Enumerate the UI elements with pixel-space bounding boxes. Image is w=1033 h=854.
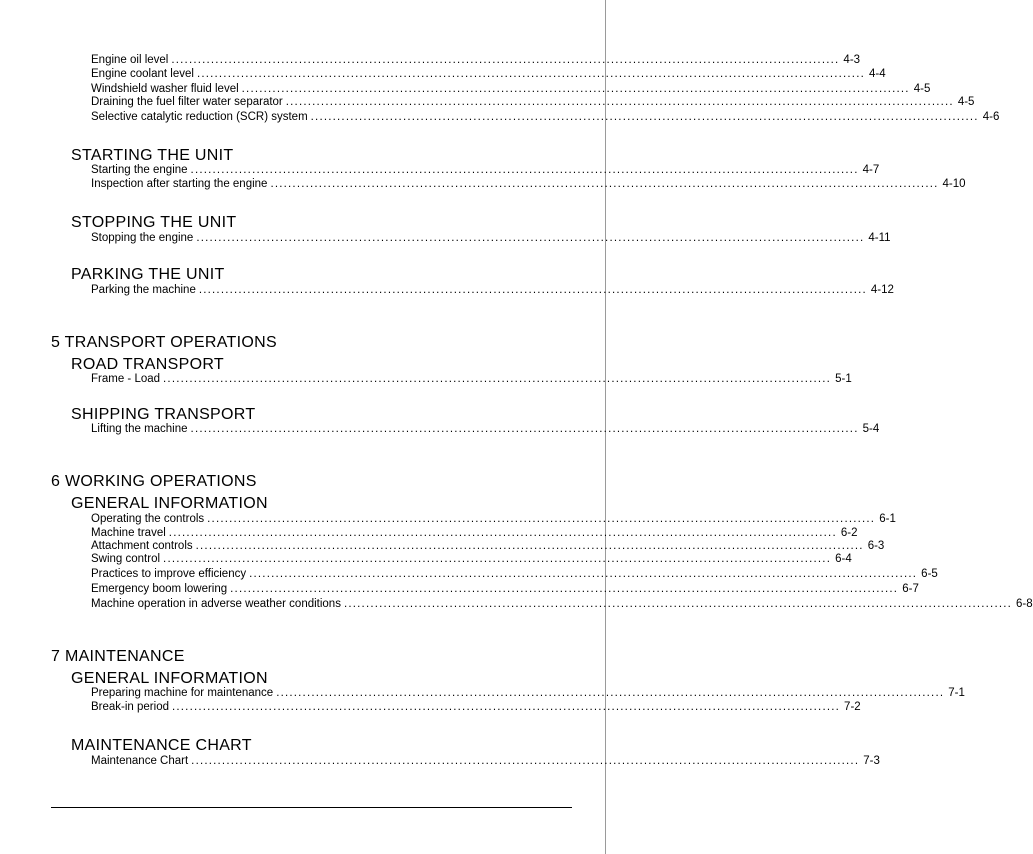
leader-dots: ........................................................................................................................................................ <box>195 540 864 552</box>
leader-dots: ........................................................................................................................................................ <box>171 54 840 66</box>
toc-entry[interactable] <box>91 552 852 566</box>
toc-entry[interactable] <box>91 283 894 297</box>
toc-entry-page: 4-10 <box>942 178 966 190</box>
toc-entry-label: Attachment controls <box>91 540 193 552</box>
toc-entry-page: 4-7 <box>862 164 880 176</box>
toc-entry-label: Inspection after starting the engine <box>91 178 268 190</box>
toc-entry-page: 6-8 <box>1016 598 1033 610</box>
section-heading-road[interactable]: ROAD TRANSPORT <box>71 356 224 373</box>
leader-dots: ........................................................................................................................................................ <box>163 373 832 385</box>
leader-dots: ........................................................................................................................................................ <box>241 83 910 95</box>
leader-dots: ........................................................................................................................................................ <box>270 178 939 190</box>
footer-rule <box>51 807 572 808</box>
toc-entry[interactable] <box>91 754 880 768</box>
section-heading-general-info-6[interactable]: GENERAL INFORMATION <box>71 495 268 512</box>
toc-entry-page: 5-4 <box>862 423 880 435</box>
chapter-heading-5[interactable]: 5 TRANSPORT OPERATIONS <box>51 334 277 351</box>
section-heading-starting[interactable]: STARTING THE UNIT <box>71 147 234 164</box>
toc-entry-page: 6-2 <box>840 527 858 539</box>
toc-entry-page: 4-6 <box>982 111 1000 123</box>
section-heading-maintenance-chart[interactable]: MAINTENANCE CHART <box>71 737 252 754</box>
toc-entry[interactable] <box>91 700 861 714</box>
toc-entry-page: 4-4 <box>869 68 886 80</box>
toc-entry-label: Windshield washer fluid level <box>91 83 239 95</box>
toc-entry-label: Engine coolant level <box>91 68 194 80</box>
leader-dots: ........................................................................................................................................................ <box>191 755 860 767</box>
leader-dots: ........................................................................................................................................................ <box>196 68 865 80</box>
toc-entry-label: Stopping the engine <box>91 232 194 244</box>
leader-dots: ........................................................................................................................................................ <box>249 568 918 580</box>
leader-dots: ........................................................................................................................................................ <box>190 164 859 176</box>
leader-dots: ........................................................................................................................................................ <box>190 423 859 435</box>
toc-entry-label: Maintenance Chart <box>91 755 189 767</box>
toc-entry[interactable] <box>91 67 886 81</box>
toc-entry-label: Operating the controls <box>91 513 205 525</box>
toc-entry-page: 4-3 <box>843 54 861 66</box>
toc-entry[interactable] <box>91 597 1033 611</box>
toc-entry-page: 4-5 <box>913 83 931 95</box>
leader-dots: ........................................................................................................................................................ <box>168 527 837 539</box>
toc-entry-label: Practices to improve efficiency <box>91 568 247 580</box>
leader-dots: ........................................................................................................................................................ <box>198 284 867 296</box>
toc-entry[interactable] <box>91 567 938 581</box>
toc-entry-page: 6-3 <box>867 540 885 552</box>
toc-entry-page: 6-4 <box>835 553 852 565</box>
section-heading-stopping[interactable]: STOPPING THE UNIT <box>71 214 237 231</box>
leader-dots: ........................................................................................................................................................ <box>343 598 1013 610</box>
chapter-heading-6[interactable]: 6 WORKING OPERATIONS <box>51 473 257 490</box>
toc-entry-page: 7-3 <box>863 755 880 767</box>
toc-entry-label: Emergency boom lowering <box>91 583 228 595</box>
toc-entry-page: 6-5 <box>921 568 938 580</box>
toc-entry[interactable] <box>91 82 931 96</box>
toc-entry[interactable] <box>91 95 975 109</box>
leader-dots: ........................................................................................................................................................ <box>163 553 832 565</box>
toc-entry[interactable] <box>91 231 891 245</box>
toc-entry-page: 4-11 <box>868 232 891 244</box>
toc-entry-label: Machine operation in adverse weather conditions <box>91 598 341 610</box>
toc-entry-page: 6-7 <box>902 583 919 595</box>
toc-entry-label: Preparing machine for maintenance <box>91 687 274 699</box>
toc-entry-label: Engine oil level <box>91 54 169 66</box>
toc-entry-label: Machine travel <box>91 527 166 539</box>
toc-entry-page: 7-1 <box>948 687 965 699</box>
toc-entry[interactable] <box>91 372 852 386</box>
toc-entry[interactable] <box>91 422 880 436</box>
toc-entry-page: 5-1 <box>835 373 852 385</box>
toc-entry-label: Starting the engine <box>91 164 188 176</box>
toc-entry-label: Draining the fuel filter water separator <box>91 96 283 108</box>
toc-entry-label: Swing control <box>91 553 161 565</box>
toc-entry-page: 7-2 <box>844 701 861 713</box>
section-heading-general-info-7[interactable]: GENERAL INFORMATION <box>71 670 268 687</box>
toc-entry[interactable] <box>91 512 896 526</box>
toc-entry-label: Break-in period <box>91 701 169 713</box>
toc-entry[interactable] <box>91 163 880 177</box>
toc-entry[interactable] <box>91 110 1000 124</box>
toc-entry-page: 6-1 <box>879 513 896 525</box>
toc-entry[interactable] <box>91 539 885 553</box>
leader-dots: ........................................................................................................................................................ <box>171 701 841 713</box>
leader-dots: ........................................................................................................................................................ <box>207 513 876 525</box>
leader-dots: ........................................................................................................................................................ <box>285 96 954 108</box>
section-heading-parking[interactable]: PARKING THE UNIT <box>71 266 225 283</box>
toc-entry-page: 4-5 <box>957 96 975 108</box>
toc-entry[interactable] <box>91 53 861 67</box>
leader-dots: ........................................................................................................................................................ <box>276 687 945 699</box>
leader-dots: ........................................................................................................................................................ <box>310 111 979 123</box>
leader-dots: ........................................................................................................................................................ <box>196 232 865 244</box>
toc-entry-label: Lifting the machine <box>91 423 188 435</box>
leader-dots: ........................................................................................................................................................ <box>230 583 899 595</box>
toc-entry-page: 4-12 <box>870 284 894 296</box>
toc-entry[interactable] <box>91 686 965 700</box>
toc-entry[interactable] <box>91 526 858 540</box>
chapter-heading-7[interactable]: 7 MAINTENANCE <box>51 648 185 665</box>
toc-entry[interactable] <box>91 177 966 191</box>
toc-entry-label: Selective catalytic reduction (SCR) system <box>91 111 308 123</box>
toc-entry-label: Parking the machine <box>91 284 196 296</box>
section-heading-shipping[interactable]: SHIPPING TRANSPORT <box>71 406 256 423</box>
toc-entry-label: Frame - Load <box>91 373 161 385</box>
toc-entry[interactable] <box>91 582 919 596</box>
